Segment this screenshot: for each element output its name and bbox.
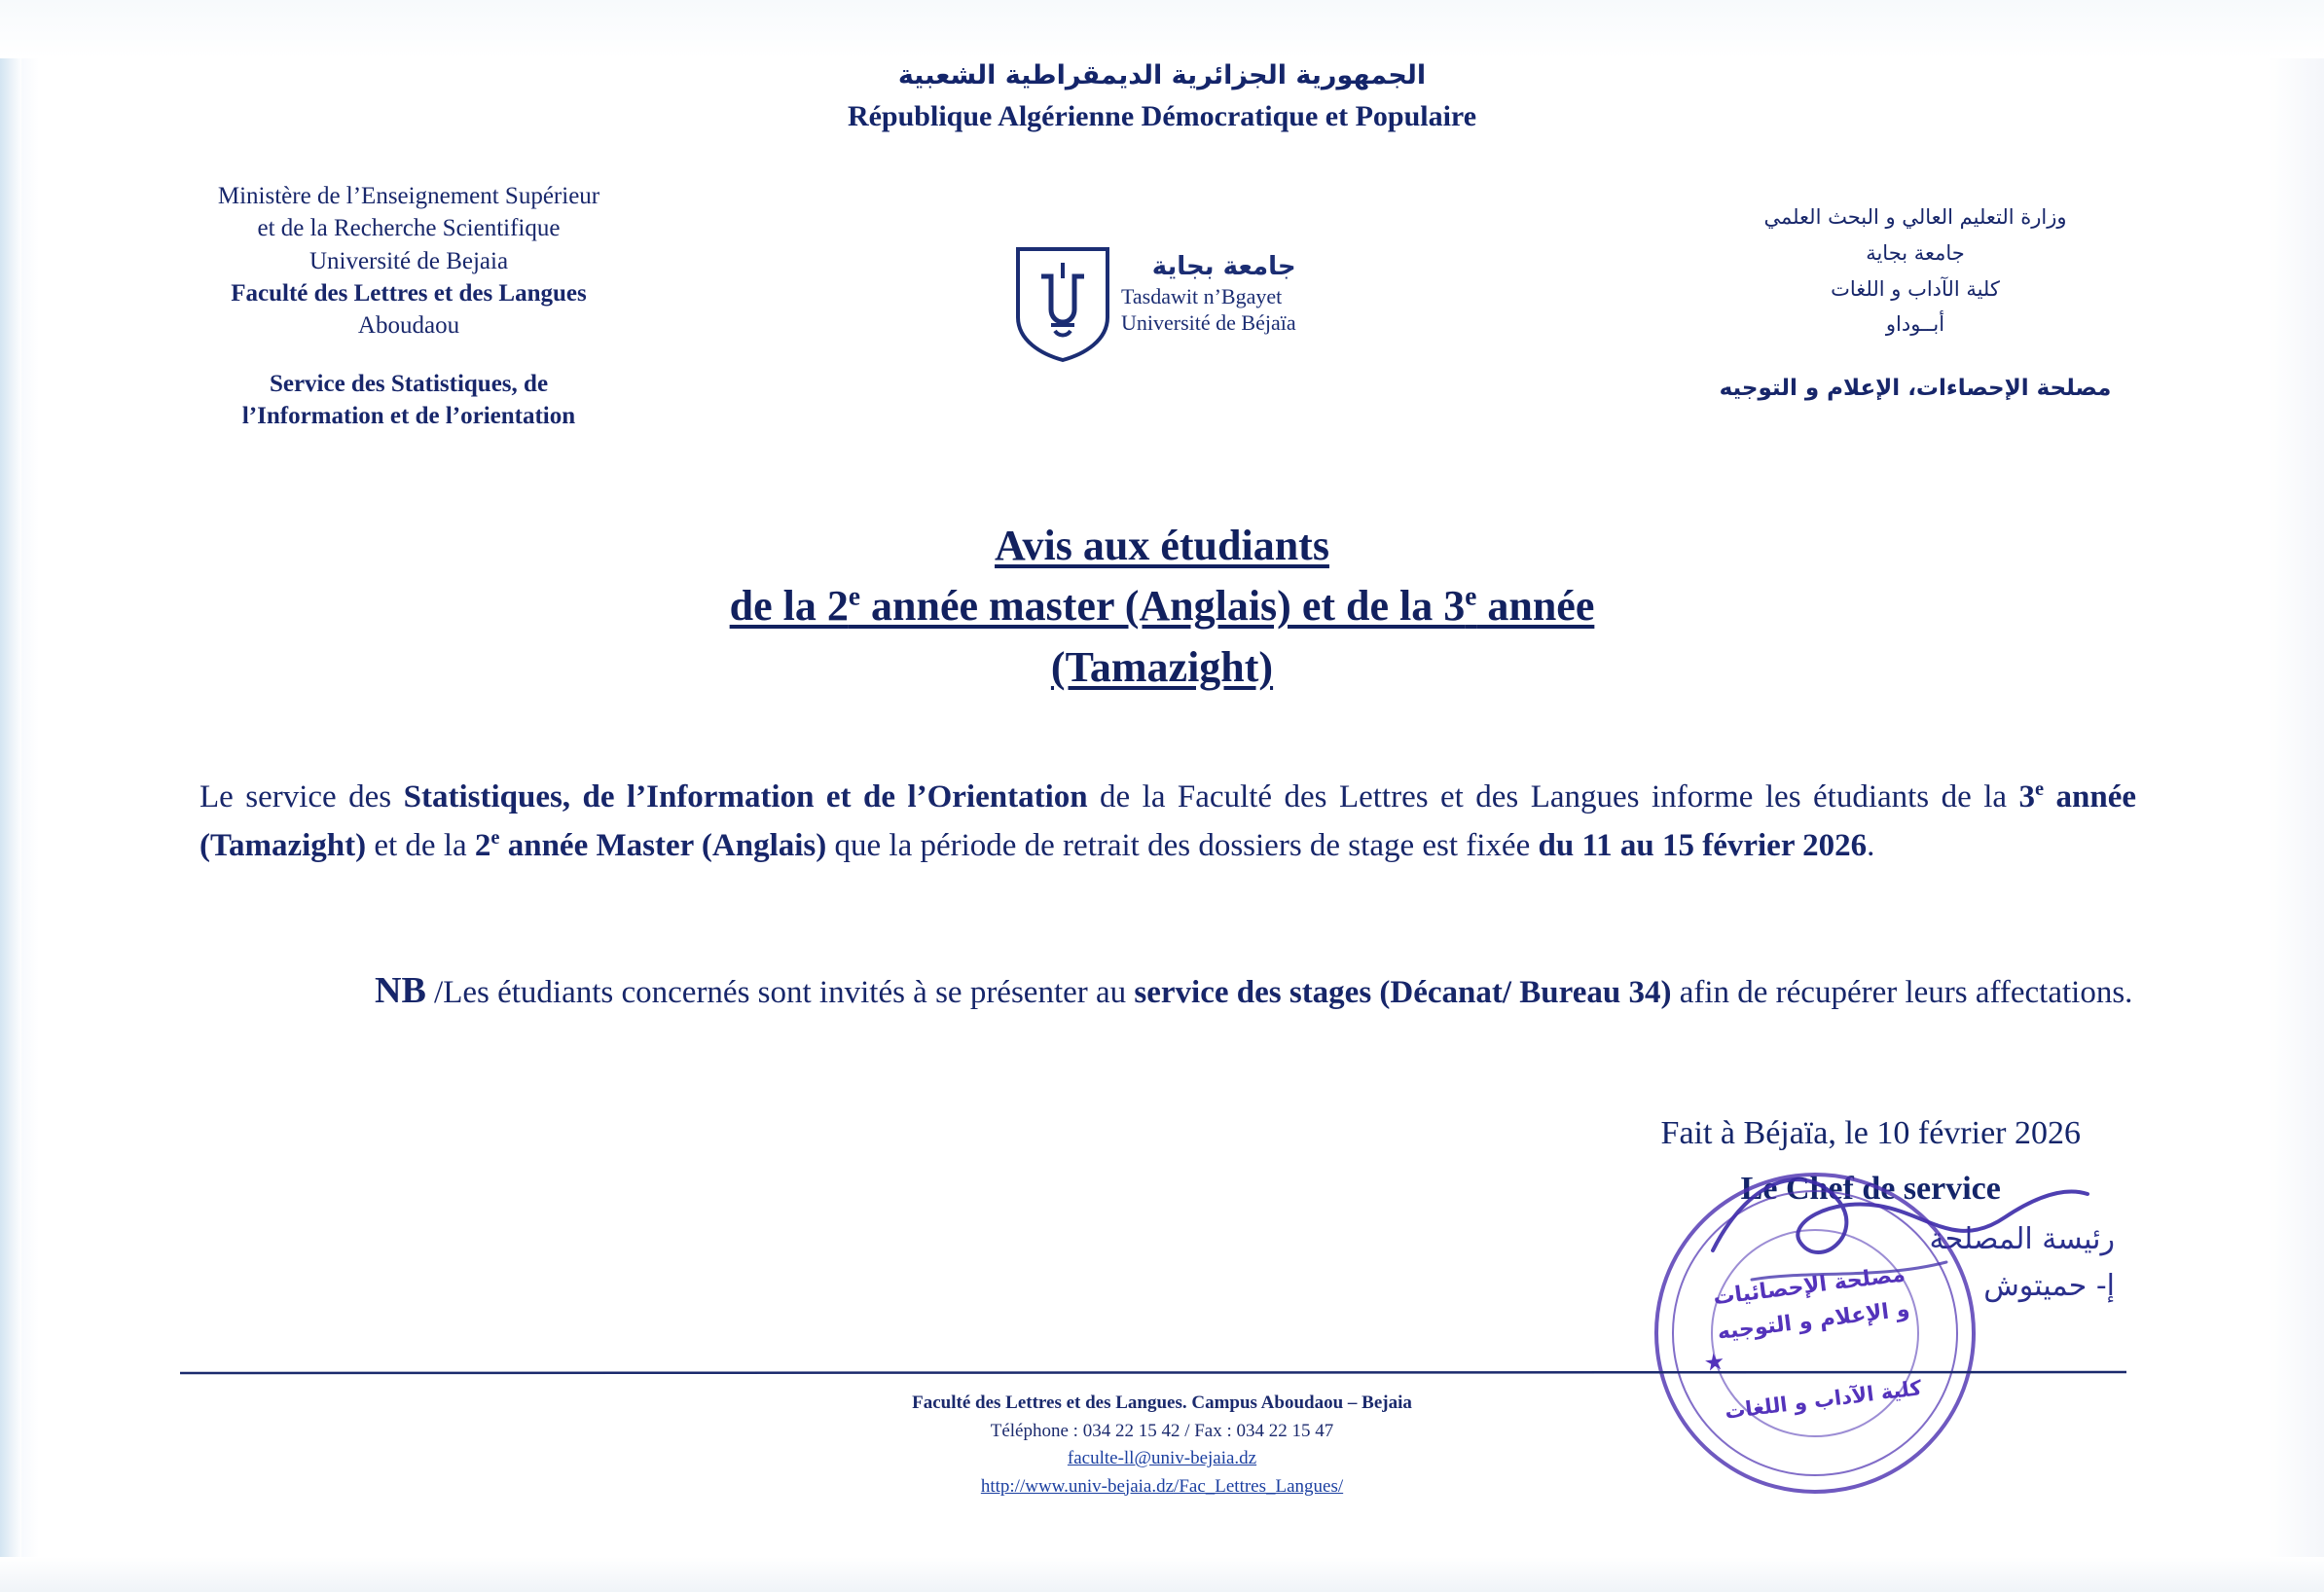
p1-seg-3: et de la: [366, 827, 475, 863]
republic-arabic: الجمهورية الجزائرية الديمقراطية الشعبية: [897, 60, 1427, 90]
ministry-arabic-1: وزارة التعليم العالي و البحث العلمي: [1763, 205, 2067, 229]
ministry-line-1: Ministère de l’Enseignement Supérieur: [217, 183, 600, 209]
nb-seg-1: /Les étudiants concernés sont invités à se présenter au: [425, 975, 1135, 1010]
service-arabic: مصلحة الإحصاءات، الإعلام و التوجيه: [1719, 376, 2112, 401]
p1-ordinal-2: e: [490, 826, 500, 849]
stamp-bottom-text: كلية الآداب و اللغات: [1723, 1376, 1923, 1424]
scan-edge-left: [0, 0, 21, 1592]
header-right-block: [1643, 199, 2188, 401]
logo-french-name: Université de Béjaïa: [1121, 310, 1296, 335]
university-logo: [1002, 243, 1343, 370]
title-ordinal-1: e: [848, 581, 860, 611]
footer-website-link[interactable]: http://www.univ-bejaia.dz/Fac_Lettres_Langues/: [980, 1475, 1344, 1497]
signature-arabic-role: رئيسة المصلحة: [1929, 1222, 2115, 1256]
scan-edge-bottom: [0, 1557, 2324, 1592]
notice-paragraph: [200, 774, 2136, 870]
logo-text-block: [1121, 251, 1296, 337]
page-title: [335, 516, 1989, 698]
ministry-arabic-2: جامعة بجاية: [1866, 240, 1965, 265]
signature-date: Fait à Béjaïa, le 10 février 2026: [1660, 1115, 2081, 1151]
footer-email-link[interactable]: faculte-ll@univ-bejaia.dz: [1067, 1448, 1257, 1468]
scan-tint-top: [0, 0, 2324, 58]
title-line-2: [335, 576, 1989, 636]
stamp-mid-text: و الإعلام و التوجيه: [1716, 1297, 1911, 1346]
title-line-1: Avis aux étudiants: [995, 522, 1329, 569]
ministry-line-2: et de la Recherche Scientifique: [257, 215, 561, 242]
footer-phone: Téléphone : 034 22 15 42 / Fax : 034 22 15 47: [990, 1420, 1334, 1441]
stamp-top-text: مصلحة الإحصائيات: [1712, 1262, 1907, 1311]
p1-bold-service: Statistiques, de l’Information et de l’Orientation: [403, 779, 1088, 814]
title-ordinal-2: e: [1465, 581, 1477, 611]
university-shield-icon: [1012, 243, 1113, 364]
p1-seg-4: que la période de retrait des dossiers de stage est fixée: [826, 827, 1539, 863]
p1-seg-5: .: [1867, 827, 1875, 863]
logo-tamazight-name: Tasdawit n’Bgayet: [1121, 283, 1283, 308]
p1-bold-year3: 3: [2018, 779, 2035, 814]
republic-french: République Algérienne Démocratique et Populaire: [847, 100, 1477, 132]
service-line-2: l’Information et de l’orientation: [241, 402, 576, 429]
stamp-star-icon: ★: [1702, 1349, 1727, 1378]
title-line-3: (Tamazight): [1050, 642, 1274, 691]
faculty-line: Faculté des Lettres et des Langues: [231, 279, 587, 307]
nb-label: NB: [375, 970, 426, 1011]
p1-bold-dates: du 11 au 15 février 2026: [1538, 827, 1868, 863]
p1-bold-year2: 2: [474, 827, 491, 863]
footer-divider: [180, 1366, 2126, 1376]
service-line-1: Service des Statistiques, de: [269, 371, 549, 398]
header-left-block: [156, 180, 662, 432]
p1-seg-2: de la Faculté des Lettres et des Langues informe les étudiants de la: [1087, 779, 2019, 814]
p1-bold-tamazight: année (Tamazight): [200, 779, 2136, 863]
signature-arabic-name: إ- حميتوش: [1983, 1269, 2115, 1303]
ministry-arabic-4: أبــوداو: [1885, 312, 1945, 337]
nb-paragraph: [200, 963, 2136, 1019]
ministry-arabic-3: كلية الآداب و اللغات: [1831, 276, 2000, 301]
title-line-2-c: année: [1476, 582, 1595, 631]
p1-seg-1: Le service des: [200, 779, 404, 814]
campus-line: Aboudaou: [357, 312, 460, 339]
university-line: Université de Bejaia: [309, 247, 509, 274]
title-line-2-a: de la 2: [729, 582, 849, 631]
footer-address: Faculté des Lettres et des Langues. Campus Aboudaou – Bejaia: [912, 1393, 1412, 1413]
header-center: [627, 60, 1697, 133]
title-line-2-b: année master (Anglais) et de la 3: [860, 582, 1466, 631]
p1-ordinal-1: e: [2034, 778, 2045, 800]
signature-role: Le Chef de service: [1740, 1171, 2001, 1208]
footer-block: [0, 1390, 2324, 1501]
nb-seg-2: afin de récupérer leurs affectations.: [1671, 975, 2133, 1010]
nb-bold-office: service des stages (Décanat/ Bureau 34): [1134, 975, 1672, 1010]
logo-arabic-name: جامعة بجاية: [1151, 252, 1296, 281]
p1-bold-master: année Master (Anglais): [499, 827, 827, 863]
